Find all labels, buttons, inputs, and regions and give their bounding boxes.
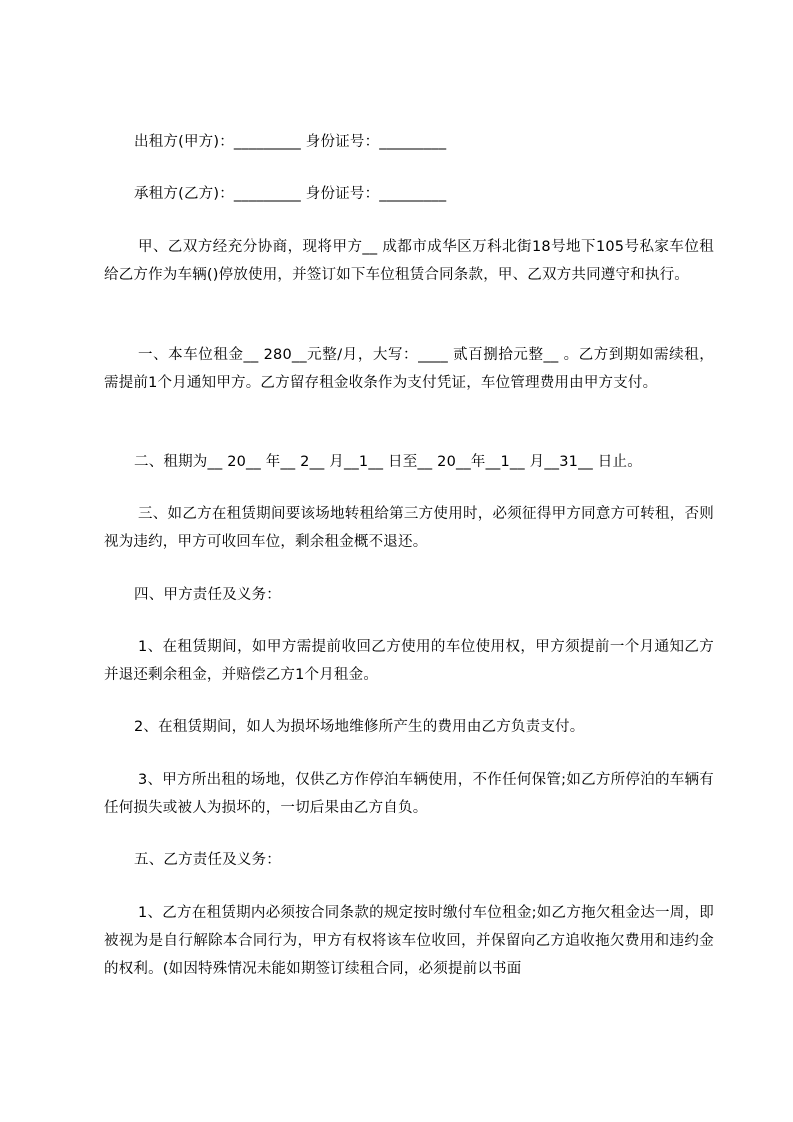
section-4-item-3: 3、甲方所出租的场地，仅供乙方作停泊车辆使用，不作任何保管;如乙方所停泊的车辆有任何损失或被人为损坏的，一切后果由乙方自负。 [104,772,714,816]
lessee-line: 承租方(乙方)：_________ 身份证号：_________ [134,186,447,202]
section-4-heading: 四、甲方责任及义务： [134,587,281,603]
lessor-line: 出租方(甲方)：_________ 身份证号：_________ [134,134,447,150]
section-5-heading: 五、乙方责任及义务： [134,852,281,868]
preamble-paragraph: 甲、乙双方经充分协商，现将甲方__ 成都市成华区万科北街18号地下105号私家车位租给乙方作为车辆()停放使用，并签订如下车位租赁合同条款，甲、乙双方共同遵守和执行。 [104,239,714,283]
section-5-item-1: 1、乙方在租赁期内必须按合同条款的规定按时缴付车位租金;如乙方拖欠租金达一周，即被视为是自行解除本合同行为，甲方有权将该车位收回，并保留向乙方追收拖欠费用和违约金的权利。(如因特殊情况未能如期签订续租合同，必须提前以书面 [104,905,714,977]
clause-2-term: 二、租期为__ 20__ 年__ 2__ 月__1__ 日至__ 20__年__1__ 月__31__ 日止。 [134,454,642,470]
clause-1-rent: 一、本车位租金__ 280__元整/月，大写：____ 贰百捌拾元整__ 。乙方到期如需续租，需提前1个月通知甲方。乙方留存租金收条作为支付凭证，车位管理费用由甲方支付。 [104,347,714,391]
section-4-item-1: 1、在租赁期间，如甲方需提前收回乙方使用的车位使用权，甲方须提前一个月通知乙方并退还剩余租金，并赔偿乙方1个月租金。 [104,639,714,683]
clause-3-sublease: 三、如乙方在租赁期间要该场地转租给第三方使用时，必须征得甲方同意方可转租，否则视为违约，甲方可收回车位，剩余租金概不退还。 [104,506,714,550]
section-4-item-2: 2、在租赁期间，如人为损坏场地维修所产生的费用由乙方负责支付。 [134,719,585,735]
